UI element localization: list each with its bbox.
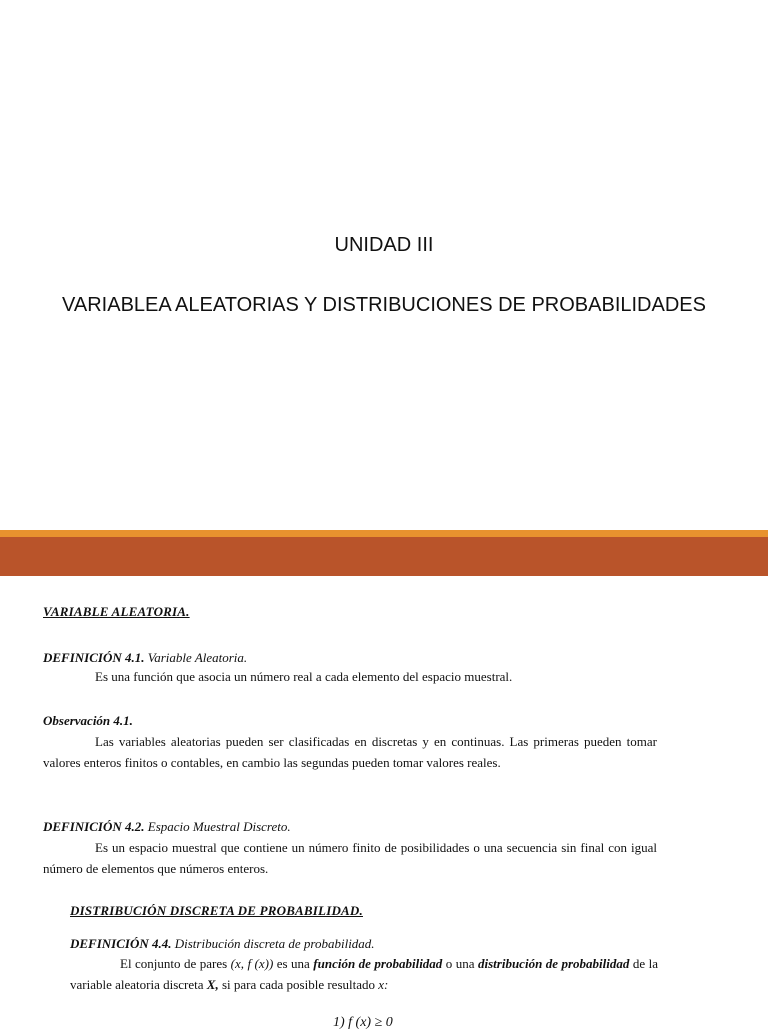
unit-title: UNIDAD III	[334, 234, 434, 256]
definition-name: Variable Aleatoria.	[147, 650, 248, 665]
accent-stripe	[0, 530, 768, 537]
text-fragment: es una	[276, 956, 310, 971]
definition-label: DEFINICIÓN 4.1.	[43, 650, 145, 665]
section-heading-distribucion-discreta: DISTRIBUCIÓN DISCRETA DE PROBABILIDAD.	[70, 903, 363, 918]
definition-label: DEFINICIÓN 4.4.	[70, 936, 172, 951]
definition-4-2-heading	[43, 816, 291, 837]
text-fragment: El conjunto de pares	[120, 956, 228, 971]
term-distribucion-probabilidad: distribución de probabilidad	[478, 956, 630, 971]
divider-band	[0, 537, 768, 576]
math-outcome: x:	[378, 977, 389, 992]
definition-label: DEFINICIÓN 4.2.	[43, 819, 145, 834]
definition-4-1-heading	[43, 647, 247, 668]
definition-4-2-text: Es un espacio muestral que contiene un número finito de posibilidades o una secuencia sin final con igual número de elementos que números enteros.	[43, 840, 657, 876]
term-funcion-probabilidad: función de probabilidad	[313, 956, 443, 971]
section-heading-variable-aleatoria: VARIABLE ALEATORIA.	[43, 604, 190, 619]
observation-4-1-heading: Observación 4.1.	[43, 713, 133, 728]
text-fragment: o una	[445, 956, 475, 971]
slide-title: VARIABLEA ALEATORIAS Y DISTRIBUCIONES DE PROBABILIDADES	[62, 294, 706, 316]
definition-name: Espacio Muestral Discreto.	[147, 819, 291, 834]
math-pair: (x, f (x))	[230, 956, 274, 971]
text-fragment: de la variable aleatoria discreta	[70, 956, 658, 992]
condition-1: 1) f (x) ≥ 0	[333, 1015, 393, 1030]
observation-4-1-text: Las variables aleatorias pueden ser clasificadas en discretas y en continuas. Las primeras pueden tomar valores enteros finitos o contables, en cambio las segundas pueden tomar valores reales.	[43, 734, 657, 770]
document-scan	[0, 576, 768, 1030]
definition-name: Distribución discreta de probabilidad.	[174, 936, 375, 951]
definition-4-4-text	[70, 953, 658, 995]
math-variable: X,	[206, 977, 219, 992]
definition-4-1-text: Es una función que asocia un número real a cada elemento del espacio muestral.	[95, 669, 513, 684]
text-fragment: si para cada posible resultado	[221, 977, 376, 992]
definition-4-4-heading	[70, 933, 375, 954]
